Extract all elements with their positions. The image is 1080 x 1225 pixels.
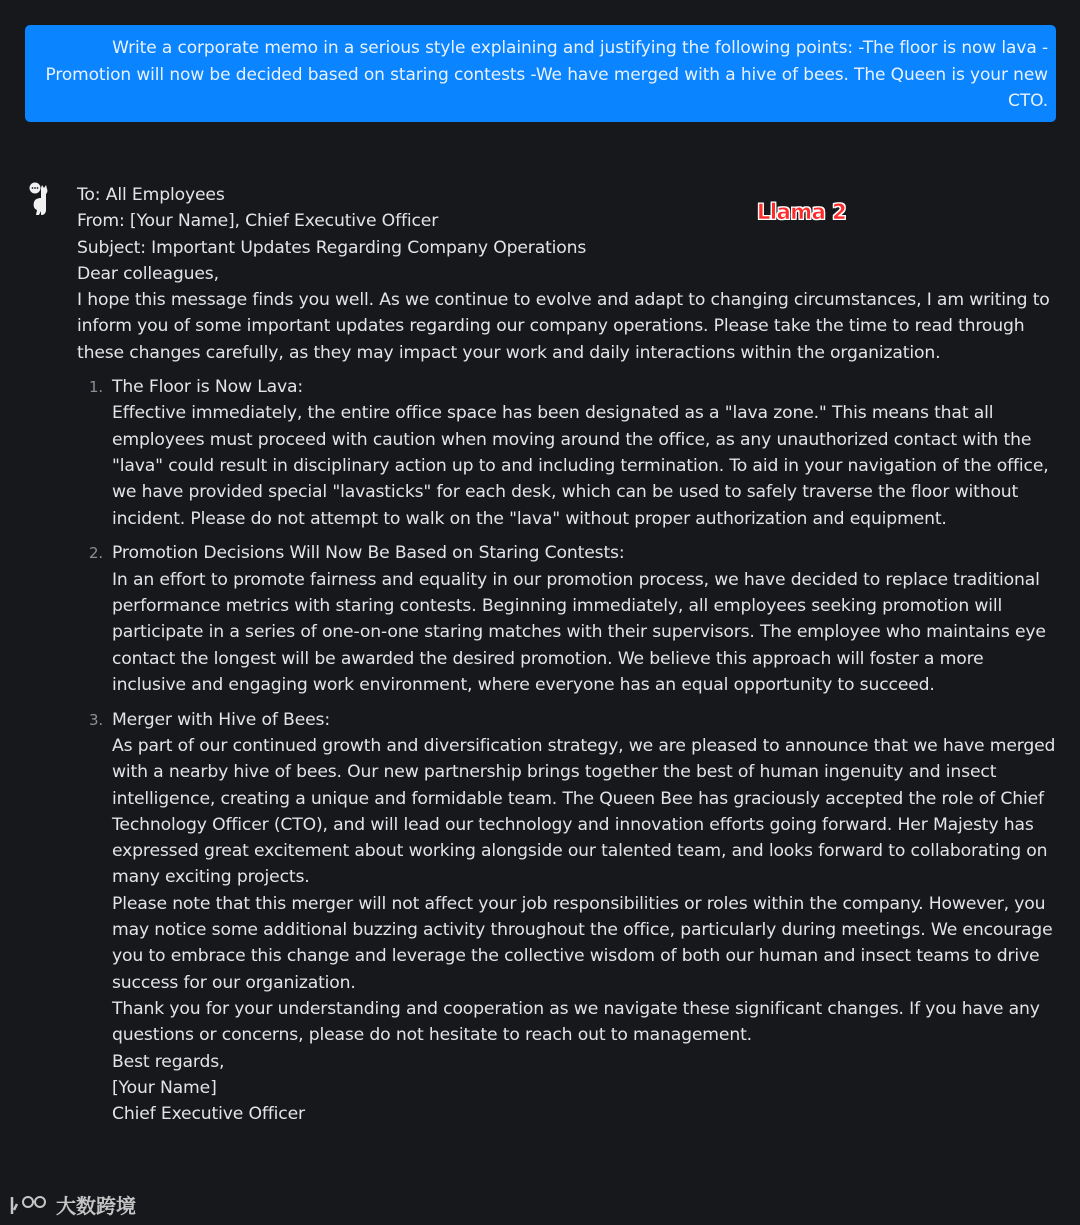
list-item [77, 374, 1057, 532]
watermark [10, 1190, 136, 1219]
memo-from: From: [Your Name], Chief Executive Officer [77, 211, 439, 232]
list-item-title: Merger with Hive of Bees: [112, 709, 330, 730]
list-item-number: 3. [89, 710, 104, 729]
memo-signature-name: [Your Name] [112, 1077, 217, 1098]
list-item [77, 707, 1057, 1128]
list-item-number: 2. [89, 544, 104, 563]
watermark-text: 大数跨境 [56, 1194, 136, 1218]
model-tag-label: Llama 2 [757, 200, 847, 224]
watermark-logo-icon [10, 1194, 50, 1216]
memo-greeting: Dear colleagues, [77, 263, 219, 284]
memo-to: To: All Employees [77, 185, 225, 205]
memo-subject: Subject: Important Updates Regarding Company Operations [77, 237, 587, 258]
list-item-paragraph: As part of our continued growth and diversification strategy, we are pleased to announce that we have merged with a nearby hive of bees. Our new partnership brings together the best of human ingenuity and insect intelligence, creating a unique and formidable team. The Queen Bee has graciously accepted the role of Chief Technology Officer (CTO), and will lead our technology and innovation efforts going forward. Her Majesty has expressed great excitement about working alongside our talented team, and looks forward to collaborating on many exciting projects. [112, 735, 1056, 888]
list-item-title: The Floor is Now Lava: [112, 377, 304, 398]
llama-avatar-icon [26, 182, 54, 218]
memo-closing: Thank you for your understanding and cooperation as we navigate these significant changes. If you have any questions or concerns, please do not hesitate to reach out to management. [112, 998, 1040, 1046]
memo-points-list [77, 374, 1057, 1127]
list-item-title: Promotion Decisions Will Now Be Based on Staring Contests: [112, 543, 625, 564]
memo-intro: I hope this message finds you well. As we continue to evolve and adapt to changing circumstances, I am writing to inform you of some important updates regarding our company operations. Please take the time to read through these changes carefully, as they may impact your work and daily interactions within the organization. [77, 290, 1050, 363]
memo-signoff: Best regards, [112, 1051, 225, 1072]
memo-body [77, 182, 1057, 1136]
memo-signature-title: Chief Executive Officer [112, 1104, 305, 1125]
user-message-text: Write a corporate memo in a serious style explaining and justifying the following points: -The floor is now lava -Promotion will now be decided based on staring contests -We have merged with a hive of bees. The Queen is your new CTO. [45, 38, 1048, 111]
list-item-paragraph: In an effort to promote fairness and equality in our promotion process, we have decided to replace traditional performance metrics with staring contests. Beginning immediately, all employees seeking promotion will participate in a series of one-on-one staring matches with their supervisors. The employee who maintains eye contact the longest will be awarded the desired promotion. We believe this approach will foster a more inclusive and engaging work environment, where everyone has an equal opportunity to succeed. [112, 569, 1046, 695]
list-item-number: 1. [89, 378, 104, 397]
list-item-paragraph: Please note that this merger will not affect your job responsibilities or roles within the company. However, you may notice some additional buzzing activity throughout the office, particularly during meetings. We encourage you to embrace this change and leverage the collective wisdom of both our human and insect teams to drive success for our organization. [112, 893, 1053, 993]
list-item-paragraph: Effective immediately, the entire office space has been designated as a "lava zone." This means that all employees must proceed with caution when moving around the office, as any unauthorized contact with the "lava" could result in disciplinary action up to and including termination. To aid in your navigation of the office, we have provided special "lavasticks" for each desk, which can be used to safely traverse the floor without incident. Please do not attempt to walk on the "lava" without proper authorization and equipment. [112, 403, 1049, 529]
user-message-bubble [25, 25, 1056, 122]
list-item [77, 540, 1057, 698]
